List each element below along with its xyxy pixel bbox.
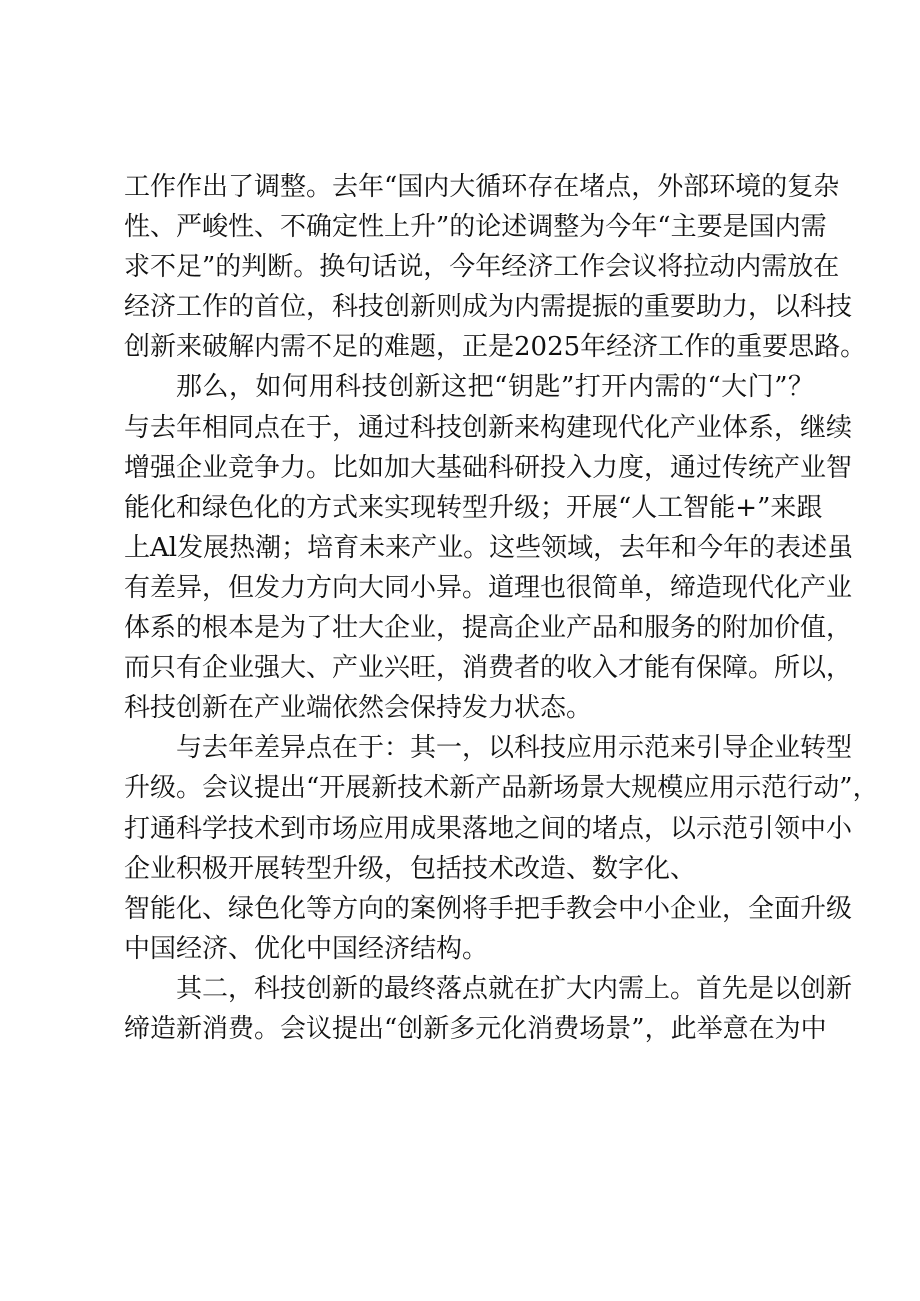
text-line: 性、严峻性、不确定性上升”的论述调整为今年“主要是国内需 — [124, 212, 827, 243]
text-line: 升级。会议提出“开展新技术新产品新场景大规模应用示范行动”， — [124, 773, 879, 804]
text-line: 企业积极开展转型升级，包括技术改造、数字化、 — [124, 853, 697, 884]
text-line: 缔造新消费。会议提出“创新多元化消费场景”，此举意在为中 — [124, 1013, 827, 1044]
text-line: 工作作出了调整。去年“国内大循环存在堵点，外部环境的复杂 — [124, 172, 840, 202]
text-line: 与去年差异点在于：其一，以科技应用示范来引导企业转型 — [176, 733, 853, 764]
text-line: 有差异，但发力方向大同小异。道理也很简单，缔造现代化产业 — [124, 572, 853, 603]
text-line: 中国经济、优化中国经济结构。 — [124, 933, 489, 964]
paragraph-4 — [124, 969, 853, 1049]
text-line: 求不足”的判断。换句话说，今年经济工作会议将拉动内需放在 — [124, 252, 840, 283]
document-body — [124, 167, 879, 1049]
text-line: 智能化、绿色化等方向的案例将手把手教会中小企业，全面升级 — [124, 893, 853, 924]
text-line: 打通科学技术到市场应用成果落地之间的堵点，以示范引领中小 — [124, 813, 853, 844]
paragraph-3 — [124, 728, 879, 969]
text-line: 增强企业竞争力。比如加大基础科研投入力度，通过传统产业智 — [124, 452, 853, 483]
text-line: 创新来破解内需不足的难题，正是2025年经济工作的重要思路。 — [124, 332, 867, 363]
text-line: 那么，如何用科技创新这把“钥匙”打开内需的“大门”？ — [176, 372, 814, 403]
text-line: 体系的根本是为了壮大企业，提高企业产品和服务的附加价值， — [124, 613, 853, 644]
text-line: 科技创新在产业端依然会保持发力状态。 — [124, 693, 593, 724]
text-line: 与去年相同点在于，通过科技创新来构建现代化产业体系，继续 — [124, 412, 853, 443]
text-line: 而只有企业强大、产业兴旺，消费者的收入才能有保障。所以， — [124, 653, 853, 684]
text-line: 经济工作的首位，科技创新则成为内需提振的重要助力，以科技 — [124, 292, 853, 323]
text-line: 上Al发展热潮；培育未来产业。这些领域，去年和今年的表述虽 — [124, 532, 854, 563]
paragraph-2 — [124, 367, 854, 728]
paragraph-1 — [124, 167, 867, 367]
text-line: 能化和绿色化的方式来实现转型升级；开展“人工智能+”来跟 — [124, 492, 823, 523]
text-line: 其二，科技创新的最终落点就在扩大内需上。首先是以创新 — [176, 973, 853, 1004]
